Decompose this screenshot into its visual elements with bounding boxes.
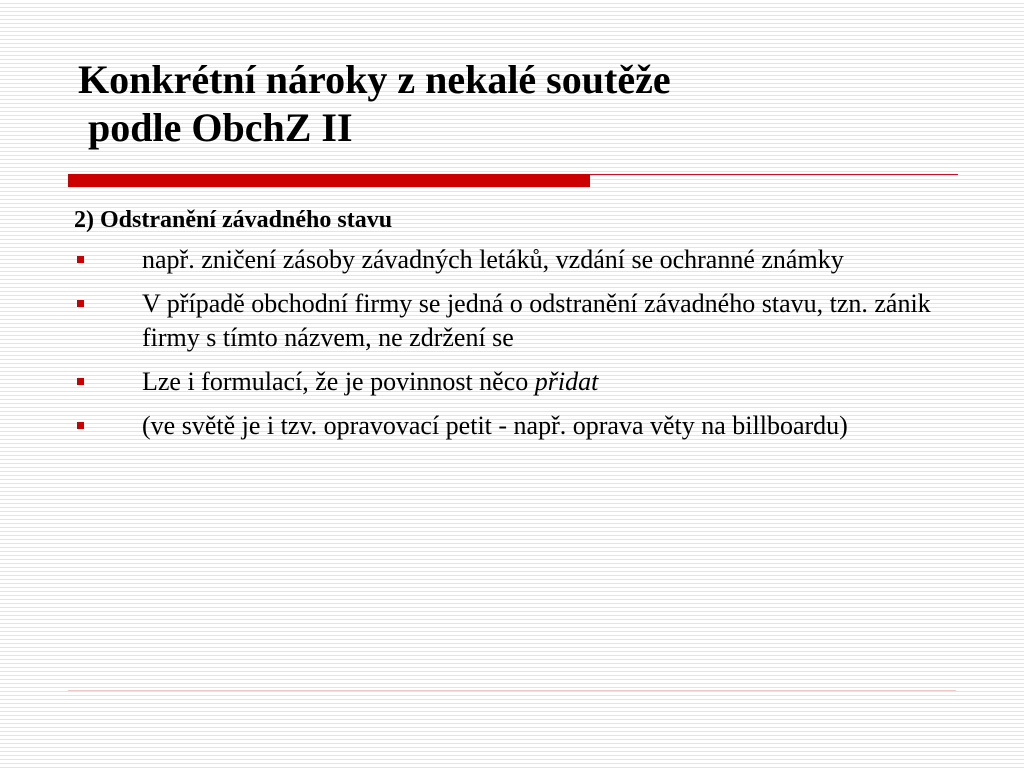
square-bullet-icon xyxy=(77,422,84,429)
square-bullet-icon xyxy=(77,256,84,263)
bullet-item xyxy=(74,243,954,277)
section-heading: 2) Odstranění závadného stavu xyxy=(74,207,393,233)
bullet-text: např. zničení zásoby závadných letáků, vzdání se ochranné známky xyxy=(142,245,844,274)
bullet-item xyxy=(74,365,954,399)
slide-title-line-1: Konkrétní nároky z nekalé soutěže xyxy=(78,57,671,102)
slide-title-line-2: podle ObchZ II xyxy=(78,105,353,150)
bullet-text: (ve světě je i tzv. opravovací petit - např. oprava věty na billboardu) xyxy=(142,411,848,440)
square-bullet-icon xyxy=(77,300,84,307)
bullet-text: Lze i formulací, že je povinnost něco xyxy=(142,367,535,396)
bullet-text-wrapper xyxy=(142,365,954,399)
footer-divider xyxy=(68,690,956,691)
bullet-list xyxy=(74,243,954,443)
bullet-item xyxy=(74,409,954,443)
square-bullet-icon xyxy=(77,378,84,385)
slide-title xyxy=(78,56,958,152)
title-divider-thick xyxy=(68,174,590,187)
slide-body xyxy=(74,203,954,453)
bullet-text-italic: přidat xyxy=(534,367,599,396)
bullet-item xyxy=(74,287,954,355)
bullet-text: V případě obchodní firmy se jedná o odstranění závadného stavu, tzn. zánik firmy s tímto názvem, ne zdržení se xyxy=(142,289,931,352)
